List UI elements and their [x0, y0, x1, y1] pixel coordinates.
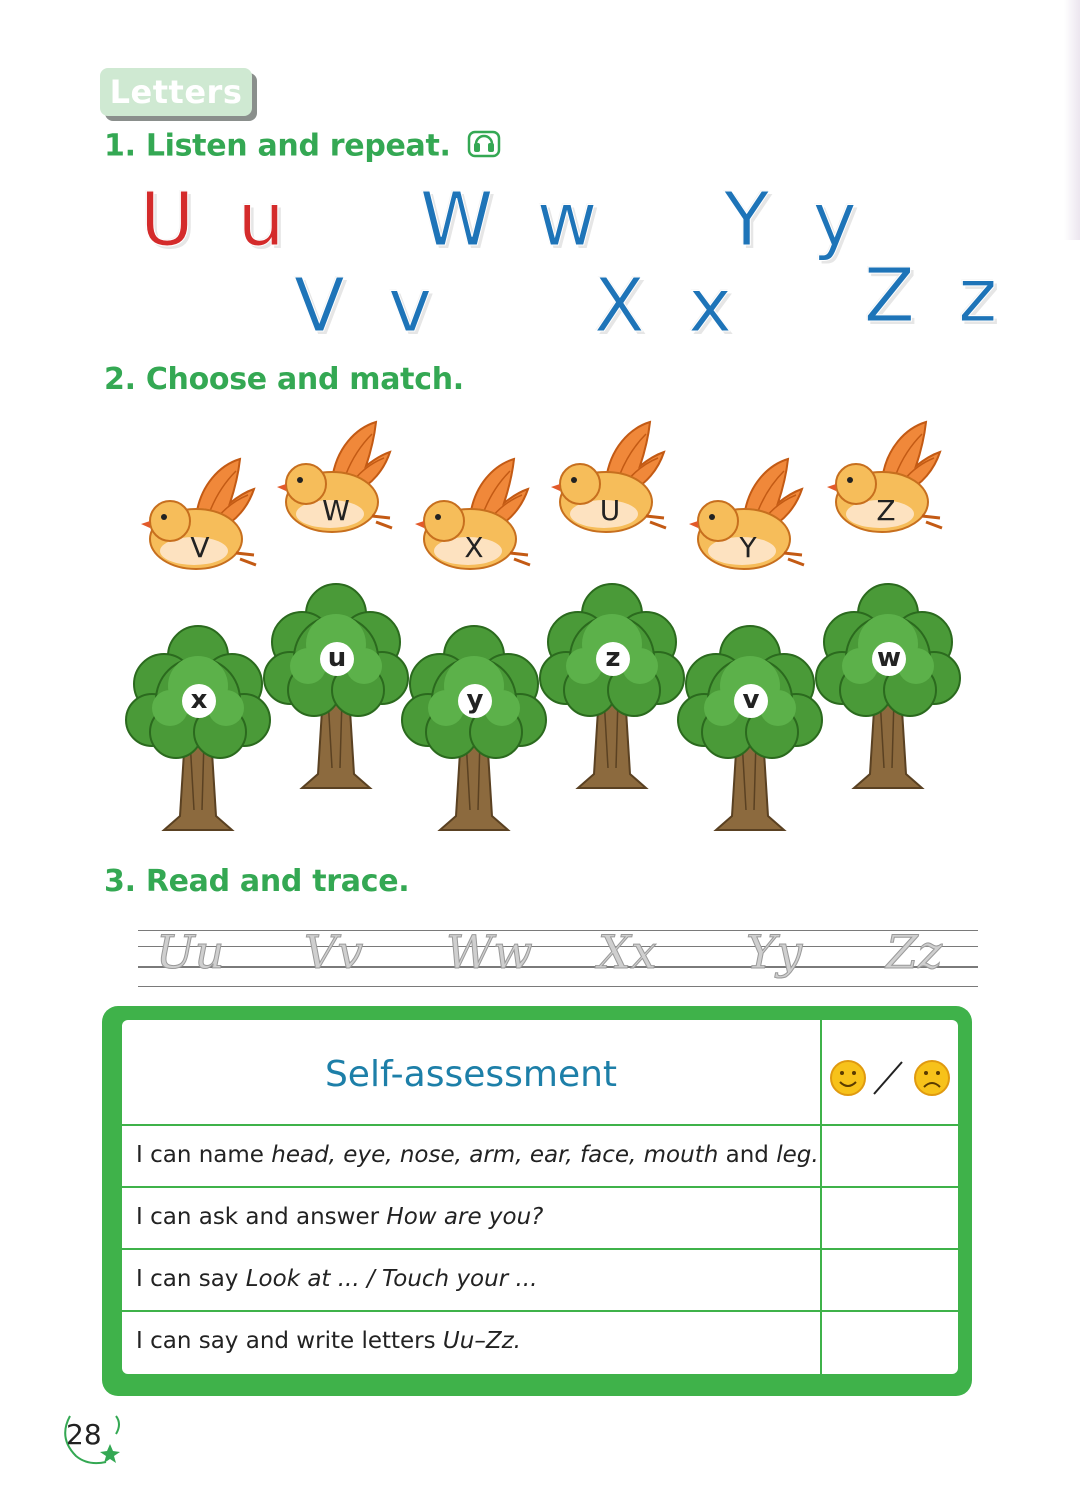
assessment-statement-3: I can say Look at ... / Touch your ... — [136, 1266, 538, 1292]
tree-card[interactable] — [814, 578, 962, 796]
tracing-lines — [138, 922, 978, 992]
bird-card[interactable] — [826, 418, 950, 542]
sad-face-icon — [915, 1061, 949, 1095]
letter-pair-x: X x — [594, 263, 743, 349]
self-assessment-table — [122, 1020, 958, 1374]
trace-zz[interactable]: Zz — [886, 925, 943, 979]
letter-pair-y: Y y — [724, 177, 867, 263]
assessment-row — [122, 1124, 958, 1188]
assessment-statement-4: I can say and write letters Uu–Zz. — [136, 1328, 521, 1354]
letter-pair-u: U u — [140, 177, 295, 263]
tree-letter: z — [596, 642, 630, 676]
section-1-title: 1. Listen and repeat. — [104, 128, 451, 164]
section-tag: Letters — [100, 68, 252, 116]
tree-letter: w — [872, 642, 906, 676]
tree-card[interactable] — [538, 578, 686, 796]
bird-card[interactable] — [276, 418, 400, 542]
tree-card[interactable] — [400, 620, 548, 838]
bird-card[interactable] — [414, 455, 538, 579]
bird-letter: U — [599, 494, 621, 527]
letter-pair-z: Z z — [864, 253, 1008, 339]
bird-letter: Y — [739, 531, 757, 564]
bird-card[interactable] — [688, 455, 812, 579]
assessment-statement-1: I can name head, eye, nose, arm, ear, face, mouth and leg. — [136, 1142, 819, 1168]
section-1-heading — [104, 128, 501, 166]
tree-card[interactable] — [124, 620, 272, 838]
letter-pair-w: W w — [420, 177, 608, 263]
trace-xx[interactable]: Xx — [598, 925, 657, 979]
tree-card[interactable] — [262, 578, 410, 796]
bird-letter: X — [464, 531, 484, 564]
bird-letter: Z — [876, 494, 896, 527]
section-2-heading: 2. Choose and match. — [104, 362, 464, 397]
assessment-row — [122, 1186, 958, 1250]
self-assessment-panel — [102, 1006, 972, 1396]
trace-vv[interactable]: Vv — [304, 925, 364, 979]
bird-letter: V — [190, 531, 210, 564]
tree-letter: y — [458, 684, 492, 718]
trace-yy[interactable]: Yy — [746, 925, 803, 979]
page-number: 28 — [66, 1418, 102, 1451]
tree-card[interactable] — [676, 620, 824, 838]
assessment-statement-2: I can ask and answer How are you? — [136, 1204, 544, 1230]
smiley-face-icon — [831, 1061, 865, 1095]
headphone-icon[interactable] — [467, 128, 501, 166]
assessment-row — [122, 1310, 958, 1374]
section-3-heading: 3. Read and trace. — [104, 864, 410, 899]
face-header — [822, 1020, 958, 1124]
tree-letter: u — [320, 642, 354, 676]
bird-card[interactable] — [140, 455, 264, 579]
tree-letter: v — [734, 684, 768, 718]
tree-letter: x — [182, 684, 216, 718]
letter-pair-v: V v — [294, 263, 442, 349]
bird-letter: W — [322, 494, 350, 527]
trace-uu[interactable]: Uu — [156, 925, 225, 979]
self-assessment-title: Self-assessment — [324, 1054, 618, 1095]
assessment-row — [122, 1248, 958, 1312]
trace-ww[interactable]: Ww — [446, 925, 533, 979]
bird-card[interactable] — [550, 418, 674, 542]
page-edge — [1064, 0, 1080, 240]
